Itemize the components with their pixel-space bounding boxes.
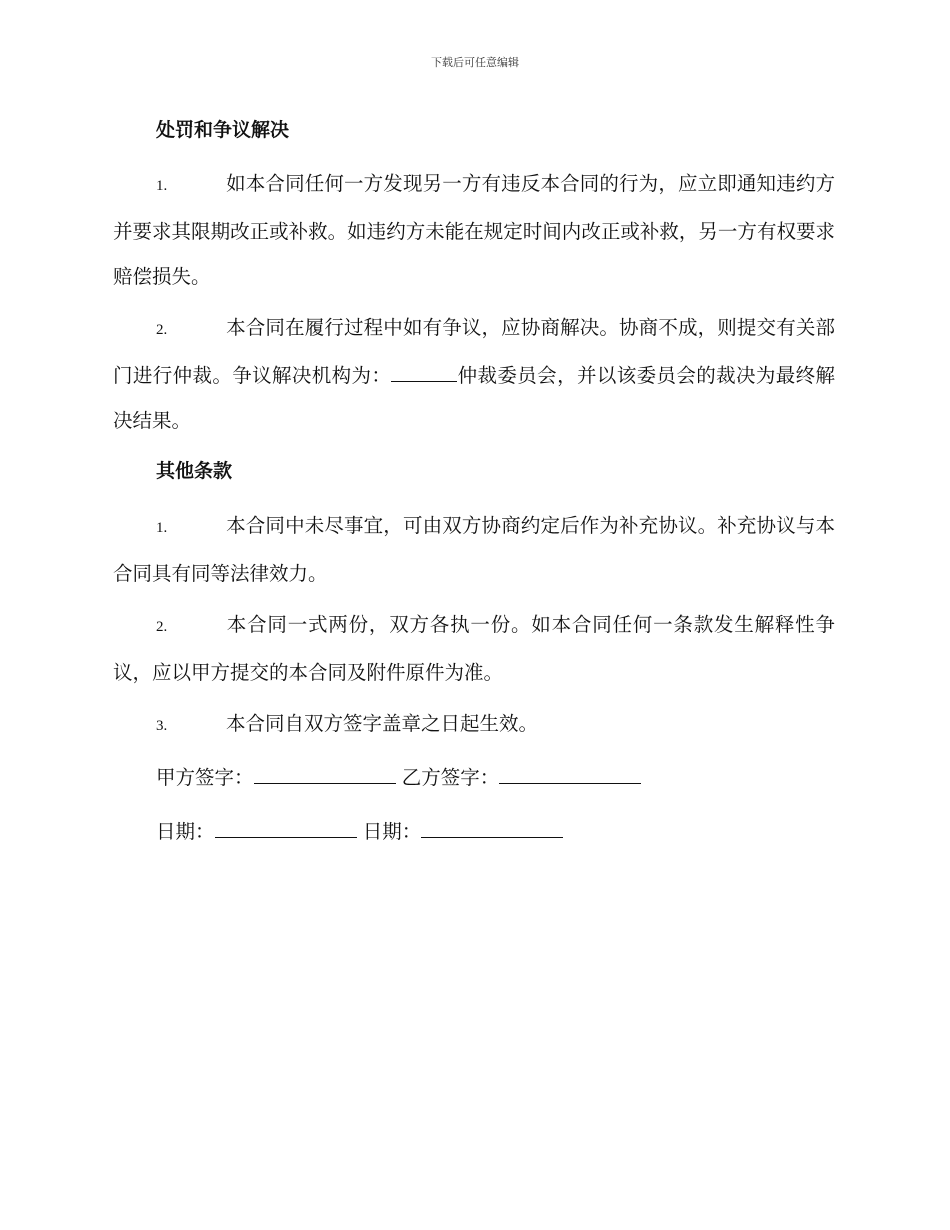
clause-text: 本合同一式两份，双方各执一份。如本合同任何一条款发生解释性争议，应以甲方提交的本合同及附件原件为准。	[113, 613, 835, 684]
clause-penalty-1	[113, 161, 835, 299]
date-row	[156, 819, 563, 845]
party-b-date-label: 日期：	[362, 820, 422, 843]
clause-penalty-2	[113, 305, 835, 443]
signature-row	[156, 765, 641, 791]
arbitration-blank	[391, 363, 457, 382]
clause-other-1	[113, 503, 835, 596]
party-b-signature-blank	[499, 765, 641, 784]
clause-text: 本合同中未尽事宜，可由双方协商约定后作为补充协议。补充协议与本合同具有同等法律效力。	[113, 514, 835, 585]
header-note: 下载后可任意编辑	[431, 56, 519, 69]
party-a-date-blank	[215, 819, 357, 838]
clause-text: 本合同自双方签字盖章之日起生效。	[226, 712, 539, 735]
section-heading-other: 其他条款	[156, 460, 233, 482]
clause-text: 如本合同任何一方发现另一方有违反本合同的行为，应立即通知违约方并要求其限期改正或补救。如违约方未能在规定时间内改正或补救，另一方有权要求赔偿损失。	[113, 172, 835, 288]
clause-number: 2.	[156, 322, 168, 338]
clause-number: 3.	[156, 718, 168, 734]
party-a-signature-blank	[254, 765, 396, 784]
clause-text-before-blank: 本合同在履行过程中如有争议，应协商解决。协商不成，则提交有关部门进行仲裁。争议解决机构为：	[113, 316, 835, 387]
section-heading-penalty: 处罚和争议解决	[156, 119, 290, 141]
clause-number: 1.	[156, 178, 168, 194]
clause-other-2	[113, 602, 835, 695]
party-b-date-blank	[421, 819, 563, 838]
clause-text-after-blank: 仲裁委员会，并以该委员会的裁决为最终解决结果。	[113, 364, 835, 432]
party-a-signature-label: 甲方签字：	[156, 766, 254, 789]
party-b-signature-label: 乙方签字：	[401, 766, 500, 789]
clause-number: 1.	[156, 520, 168, 536]
clause-number: 2.	[156, 619, 168, 635]
party-a-date-label: 日期：	[156, 820, 215, 843]
clause-other-3	[113, 701, 835, 749]
